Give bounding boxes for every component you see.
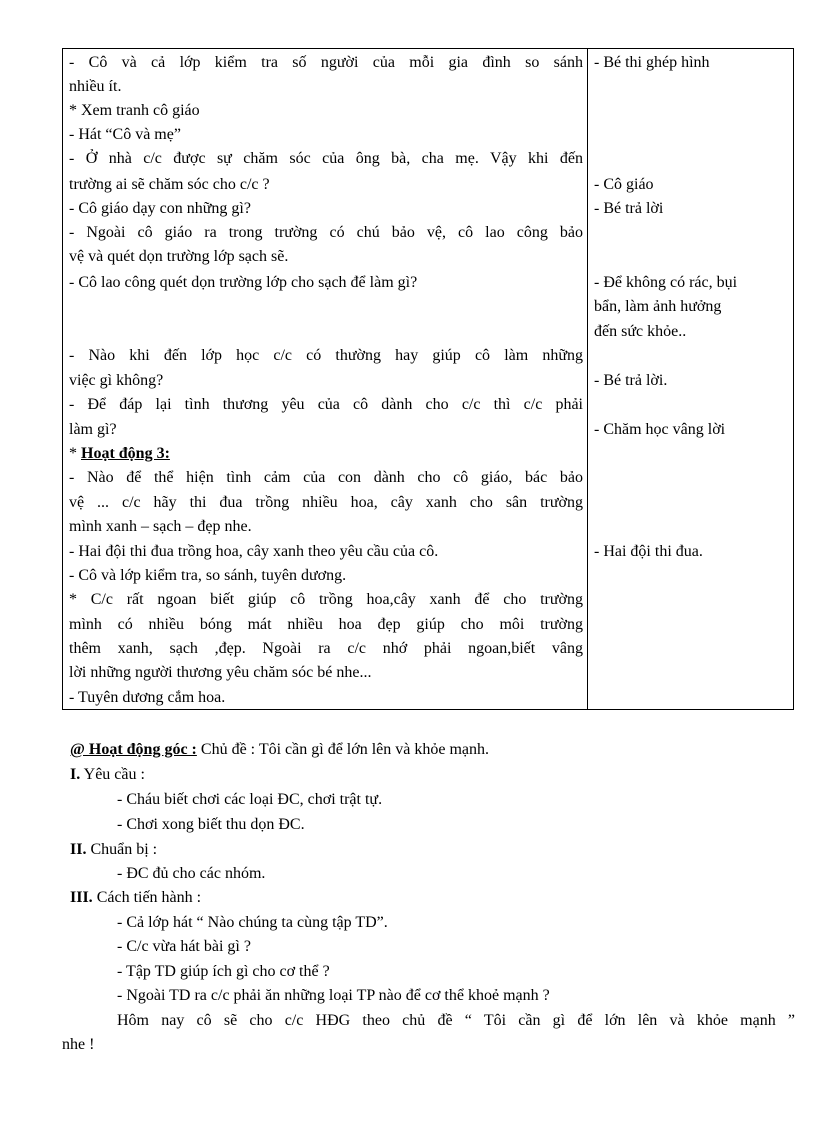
left-line: làm gì? [69,421,117,438]
left-line: thêm xanh, sạch ,đẹp. Ngoài ra c/c nhớ phải ngoan,biết vâng [69,640,583,657]
right-line: - Bé trả lời [594,200,664,217]
left-line: - Nào để thể hiện tình cảm của con dành cho cô giáo, bác bảo [69,469,583,486]
left-line: * Xem tranh cô giáo [69,102,200,119]
left-line: việc gì không? [69,372,164,389]
left-line: nhiều ít. [69,78,122,95]
procedure-heading: III. Cách tiến hành : [70,889,202,906]
closing-line: nhe ! [62,1036,95,1053]
left-line: lời những người thương yêu chăm sóc bé nhe... [69,664,372,681]
procedure-item: - Ngoài TD ra c/c phải ăn những loại TP nào để cơ thể khoẻ mạnh ? [117,987,550,1004]
right-line: - Để không có rác, bụi [594,274,738,291]
left-line: - Nào khi đến lớp học c/c có thường hay giúp cô làm những [69,347,583,364]
left-line: mình xanh – sạch – đẹp nhe. [69,518,252,535]
right-line: - Cô giáo [594,176,654,193]
requirement-item: - Cháu biết chơi các loại ĐC, chơi trật tự. [117,791,383,808]
left-line: - Cô và lớp kiểm tra, so sánh, tuyên dương. [69,567,347,584]
left-line: * C/c rất ngoan biết giúp cô trồng hoa,cây xanh để cho trường [69,591,583,608]
left-line: - Cô lao công quét dọn trường lớp cho sạch để làm gì? [69,274,418,291]
corner-activity-heading: @ Hoạt động góc : Chủ đề : Tôi cần gì để lớn lên và khỏe mạnh. [70,741,489,758]
right-line: đến sức khỏe.. [594,323,687,340]
left-line: - Tuyên dương cắm hoa. [69,689,226,706]
left-line: - Ở nhà c/c được sự chăm sóc của ông bà, cha mẹ. Vậy khi đến [69,150,583,167]
left-line: trường ai sẽ chăm sóc cho c/c ? [69,176,270,193]
right-line: - Hai đội thi đua. [594,543,703,560]
left-line: - Hai đội thi đua trồng hoa, cây xanh theo yêu cầu của cô. [69,543,439,560]
left-line: - Cô giáo dạy con những gì? [69,200,251,217]
left-line: - Để đáp lại tình thương yêu của cô dành cho c/c thì c/c phải [69,396,583,413]
left-line: vệ và quét dọn trường lớp sạch sẽ. [69,248,289,265]
right-line: - Bé trả lời. [594,372,668,389]
closing-line: Hôm nay cô sẽ cho c/c HĐG theo chủ đề “ Tôi cần gì để lớn lên và khỏe mạnh ” [117,1012,795,1029]
column-divider [587,49,588,709]
preparation-item: - ĐC đủ cho các nhóm. [117,865,266,882]
requirement-item: - Chơi xong biết thu dọn ĐC. [117,816,305,833]
activity-table [62,48,794,710]
left-line: vệ ... c/c hãy thi đua trồng nhiều hoa, cây xanh cho sân trường [69,494,583,511]
left-line: - Ngoài cô giáo ra trong trường có chú bảo vệ, cô lao công bảo [69,224,583,241]
procedure-item: - Tập TD giúp ích gì cho cơ thể ? [117,963,330,980]
left-line: - Hát “Cô và mẹ” [69,126,181,143]
left-line: - Cô và cả lớp kiểm tra số người của mỗi gia đình so sánh [69,54,583,71]
right-line: bẩn, làm ảnh hưởng [594,298,722,315]
requirements-heading: I. Yêu cầu : [70,766,145,783]
right-line: - Chăm học vâng lời [594,421,726,438]
left-line: mình có nhiều bóng mát nhiều hoa đẹp giúp cho môi trường [69,616,583,633]
preparation-heading: II. Chuẩn bị : [70,841,158,858]
activity-3-heading: * Hoạt động 3: [69,445,170,462]
procedure-item: - C/c vừa hát bài gì ? [117,938,251,955]
right-line: - Bé thi ghép hình [594,54,710,71]
procedure-item: - Cả lớp hát “ Nào chúng ta cùng tập TD”. [117,914,388,931]
